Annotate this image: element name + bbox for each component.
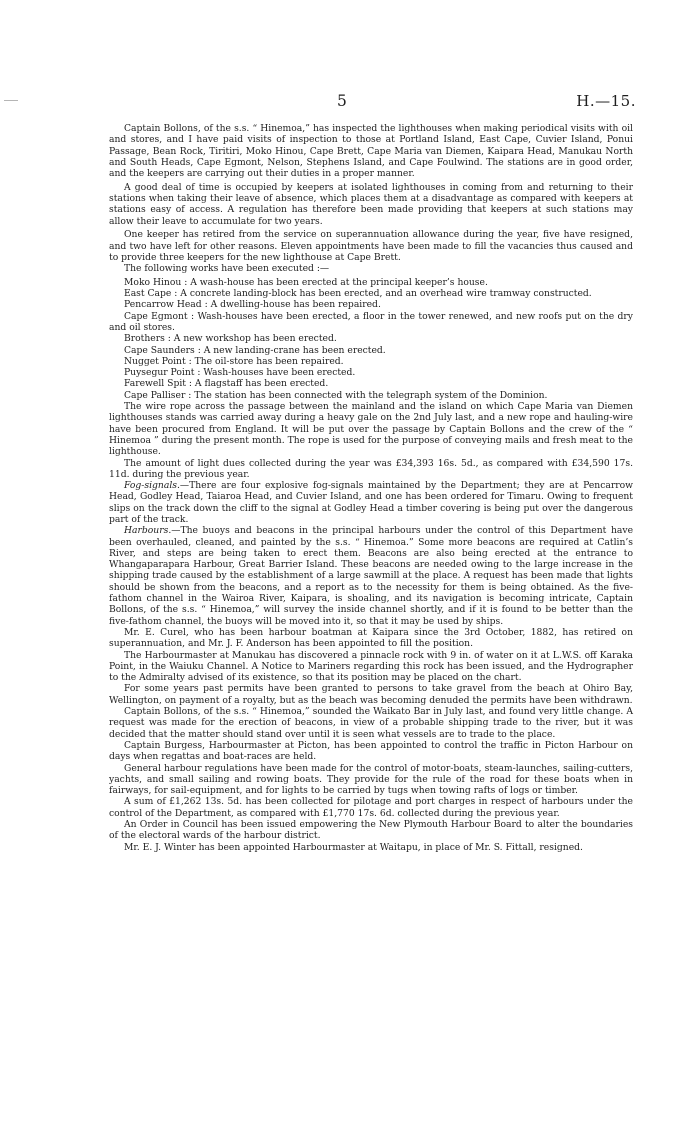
harbours-heading: Harbours. [124, 525, 172, 537]
paragraph-order-in-council: An Order in Council has been issued empowering the New Plymouth Harbour Board to alter the boundaries of the electoral wards of the harbour district. [109, 819, 633, 842]
works-item-puysegur-point: Puysegur Point : Wash-houses have been erected. [124, 367, 356, 379]
paragraph-picton-harbour: Captain Burgess, Harbourmaster at Picton, has been appointed to control the traffic in Picton Harbour on days when regattas and boat-races are held. [109, 739, 633, 763]
works-item-cape-saunders: Cape Saunders : A new landing-crane has been erected. [124, 344, 386, 356]
works-item-cape-egmont: Cape Egmont : Wash-houses have been erected, a floor in the tower renewed, and new roofs put on the dry and oil stores. [109, 310, 633, 333]
paragraph-curel-retirement: Mr. E. Curel, who has been harbour boatman at Kaipara since the 3rd October, 1882, has retired on superannuation, and Mr. J. F. Anderson has been appointed to fill the position. [109, 626, 633, 650]
works-item-east-cape: East Cape : A concrete landing-block has been erected, and an overhead wire tramway constructed. [124, 288, 592, 300]
works-item-brothers: Brothers : A new workshop has been erected. [124, 333, 337, 345]
works-item-pencarrow-head: Pencarrow Head : A dwelling-house has been repaired. [124, 299, 381, 311]
works-item-cape-palliser: Cape Palliser : The station has been connected with the telegraph system of the Dominion. [124, 389, 548, 401]
report-body [109, 123, 633, 853]
paragraph-works-intro: The following works have been executed :— [124, 263, 330, 275]
paragraph-lighthouse-inspection: Captain Bollons, of the s.s. “ Hinemoa,” has inspected the lighthouses when making periodical visits with oil and stores, and I have paid visits of inspection to those at Portland Island, East Cape, Cuvier Island, Ponui Passage, Bean Rock, Tiritiri, Moko Hinou, Cape Brett, Cape Maria van Diemen, Kaipara Head, Manukau North and South Heads, Cape Egmont, Nelson, Stephens Island, and Cape Foulwind. The stations are in good order, and the keepers are carrying out their duties in a proper manner. [109, 123, 633, 180]
works-item-moko-hinou: Moko Hinou : A wash-house has been erected at the principal keeper’s house. [124, 276, 488, 288]
paragraph-harbours [109, 525, 633, 627]
fog-signals-heading: Fog-signals. [124, 480, 180, 492]
paragraph-waikato-bar: Captain Bollons, of the s.s. “ Hinemoa,” sounded the Waikato Bar in July last, and found very little change. A request was made for the erection of beacons, in view of a probable shipping trade to the river, but it was decided that the matter should stand over until it is seen what vessels are to trade to the place. [109, 706, 633, 740]
document-reference: H.—15. [576, 92, 636, 110]
harbours-text: —The buoys and beacons in the principal harbours under the control of this Department have been overhauled, cleaned, and painted by the s.s. “ Hinemoa.” Some more beacons are required at Catlin’s River, and steps are being taken to erect them. Beacons are also being erected at the entrance to Whangaparapara Harbour, Great Barrier Island. These beacons are needed owing to the large increase in the shipping trade caused by the establishment of a large sawmill at the place. A request has been made that lights should be shown from the beacons, and a report as to the necessity for them is being obtained. As the five-fathom channel in the Wairoa River, Kaipara, is shoaling, and its navigation is becoming intricate, Captain Bollons, of the s.s. “ Hinemoa,” will survey the inside channel shortly, and if it is found to be better than the five-fathom channel, the buoys will be moved into it, so that it may be used by ships. [109, 525, 633, 627]
paragraph-wire-rope: The wire rope across the passage between the mainland and the island on which Cape Maria van Diemen lighthouses stands was carried away during a heavy gale on the 2nd July last, and a new rope and hauling-wire have been procured from England. It will be put over the passage by Captain Bollons and the crew of the “ Hinemoa ” during the present month. The rope is used for the purpose of conveying mails and fresh meat to the lighthouse. [109, 401, 633, 458]
paragraph-staff-changes: One keeper has retired from the service on superannuation allowance during the year, five have resigned, and two have left for other reasons. Eleven appointments have been made to fill the vacancies thus caused and to provide three keepers for the new lighthouse at Cape Brett. [109, 229, 633, 263]
paragraph-pinnacle-rock: The Harbourmaster at Manukau has discovered a pinnacle rock with 9 in. of water on it at L.W.S. off Karaka Point, in the Waiuku Channel. A Notice to Mariners regarding this rock has been issued, and the Hydrographer to the Admiralty advised of its existence, so that its position may be placed on the chart. [109, 649, 633, 684]
margin-mark [4, 100, 18, 101]
paragraph-gravel-permits: For some years past permits have been granted to persons to take gravel from the beach at Ohiro Bay, Wellington, on payment of a royalty, but as the beach was becoming denuded the permits have been withdrawn. [109, 683, 633, 706]
works-item-farewell-spit: Farewell Spit : A flagstaff has been erected. [124, 378, 329, 390]
paragraph-keeper-leave: A good deal of time is occupied by keepers at isolated lighthouses in coming from and returning to their stations when taking their leave of absence, which places them at a disadvantage as compared with keepers at stations easy of access. A regulation has therefore been made providing that keepers at such stations may allow their leave to accumulate for two years. [109, 181, 633, 227]
paragraph-light-dues: The amount of light dues collected during the year was £34,393 16s. 5d., as compared with £34,590 17s. 11d. during the previous year. [109, 457, 633, 480]
paragraph-fog-signals [109, 480, 633, 525]
paragraph-waitapu-harbourmaster: Mr. E. J. Winter has been appointed Harbourmaster at Waitapu, in place of Mr. S. Fittall, resigned. [124, 841, 583, 853]
page-number: 5 [337, 92, 347, 110]
paragraph-pilotage-charges: A sum of £1,262 13s. 5d. has been collected for pilotage and port charges in respect of harbours under the control of the Department, as compared with £1,770 17s. 6d. collected during the previous year. [109, 796, 633, 819]
paragraph-harbour-regulations: General harbour regulations have been made for the control of motor-boats, steam-launches, sailing-cutters, yachts, and small sailing and rowing boats. They provide for the rule of the road for these boats when in fairways, for sail-equipment, and for lights to be carried by tugs when towing rafts of logs or timber. [109, 762, 633, 797]
works-item-nugget-point: Nugget Point : The oil-store has been repaired. [124, 355, 344, 367]
fog-signals-text: —There are four explosive fog-signals maintained by the Department; they are at Pencarrow Head, Godley Head, Taiaroa Head, and Cuvier Island, and one has been ordered for Timaru. Owing to frequent slips on the track down the cliff to the signal at Godley Head a timber covering is being put over the dangerous part of the track. [109, 480, 633, 525]
